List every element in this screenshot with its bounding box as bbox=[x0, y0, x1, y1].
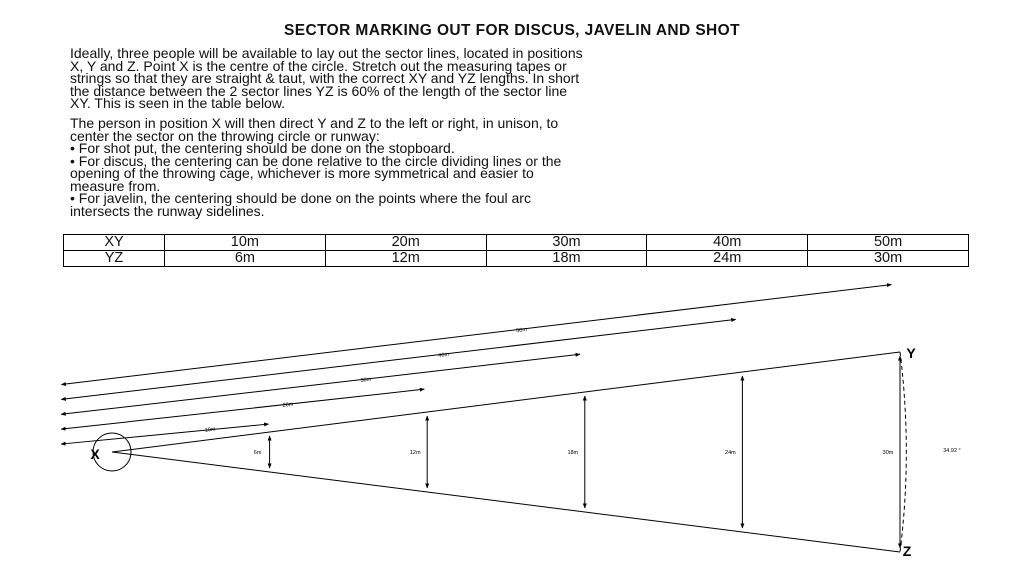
xy-label: 10m bbox=[204, 426, 216, 434]
table-cell: 18m bbox=[486, 251, 647, 267]
intro-line: XY. This is seen in the table below. bbox=[70, 95, 286, 111]
point-label-y: Y bbox=[906, 345, 916, 361]
point-label-x: X bbox=[90, 446, 100, 462]
table-cell: 30m bbox=[808, 251, 969, 267]
bullet-discus: • For discus, the centering can be done relative to the circle dividing lines or the opening of the throwing cage, whichever is more symmetrical and easier to measure from. bbox=[70, 155, 950, 193]
row-header-yz: YZ bbox=[64, 251, 165, 267]
sector-line-xz bbox=[112, 452, 900, 552]
yz-label: 6m bbox=[253, 450, 262, 456]
table-cell: 24m bbox=[647, 251, 808, 267]
page-title: SECTOR MARKING OUT FOR DISCUS, JAVELIN AND SHOT bbox=[284, 22, 740, 39]
table-cell: 20m bbox=[325, 235, 486, 251]
angle-label: 34.92 ° bbox=[943, 448, 961, 454]
bullet-shot-put: • For shot put, the centering should be done on the stopboard. bbox=[70, 142, 950, 155]
intro-line: strings so that they are straight & taut, with the correct XY and YZ lengths. In short bbox=[70, 70, 580, 86]
direction-line: The person in position X will then direct Y and Z to the left or right, in unison, to bbox=[70, 115, 559, 131]
table-cell: 6m bbox=[165, 251, 326, 267]
table-cell: 50m bbox=[808, 235, 969, 251]
xy-measure-line bbox=[61, 424, 269, 444]
xy-label: 40m bbox=[438, 351, 450, 360]
xy-label: 20m bbox=[282, 401, 294, 409]
sector-line-xy bbox=[112, 352, 900, 452]
yz-label: 24m bbox=[725, 450, 736, 456]
xy-measure-line bbox=[61, 285, 891, 385]
intro-line: the distance between the 2 sector lines YZ is 60% of the length of the sector line bbox=[70, 82, 568, 99]
bullet-javelin: • For javelin, the centering should be done on the points where the foul arc intersects the runway sidelines. bbox=[70, 192, 950, 217]
row-header-xy: XY bbox=[64, 235, 165, 251]
xy-measure-line bbox=[61, 351, 580, 414]
yz-label: 18m bbox=[567, 450, 579, 456]
table-cell: 40m bbox=[647, 235, 808, 251]
sector-arc bbox=[900, 352, 906, 552]
point-label-z: Z bbox=[902, 543, 912, 559]
yz-label: 12m bbox=[409, 450, 421, 456]
yz-label: 30m bbox=[882, 450, 894, 456]
table-cell: 30m bbox=[486, 235, 647, 251]
table-cell: 12m bbox=[325, 251, 486, 267]
xy-measure-line bbox=[61, 389, 424, 429]
xy-label: 50m bbox=[515, 326, 528, 335]
intro-line: X, Y and Z. Point X is the centre of the circle. Stretch out the measuring tapes or bbox=[70, 57, 567, 74]
xy-label: 30m bbox=[360, 376, 372, 384]
direction-line: center the sector on the throwing circle or runway: bbox=[70, 127, 380, 144]
xy-measure-line bbox=[61, 319, 735, 399]
intro-line: Ideally, three people will be available to lay out the sector lines, located in positions bbox=[70, 45, 583, 61]
table-cell: 10m bbox=[165, 235, 326, 251]
